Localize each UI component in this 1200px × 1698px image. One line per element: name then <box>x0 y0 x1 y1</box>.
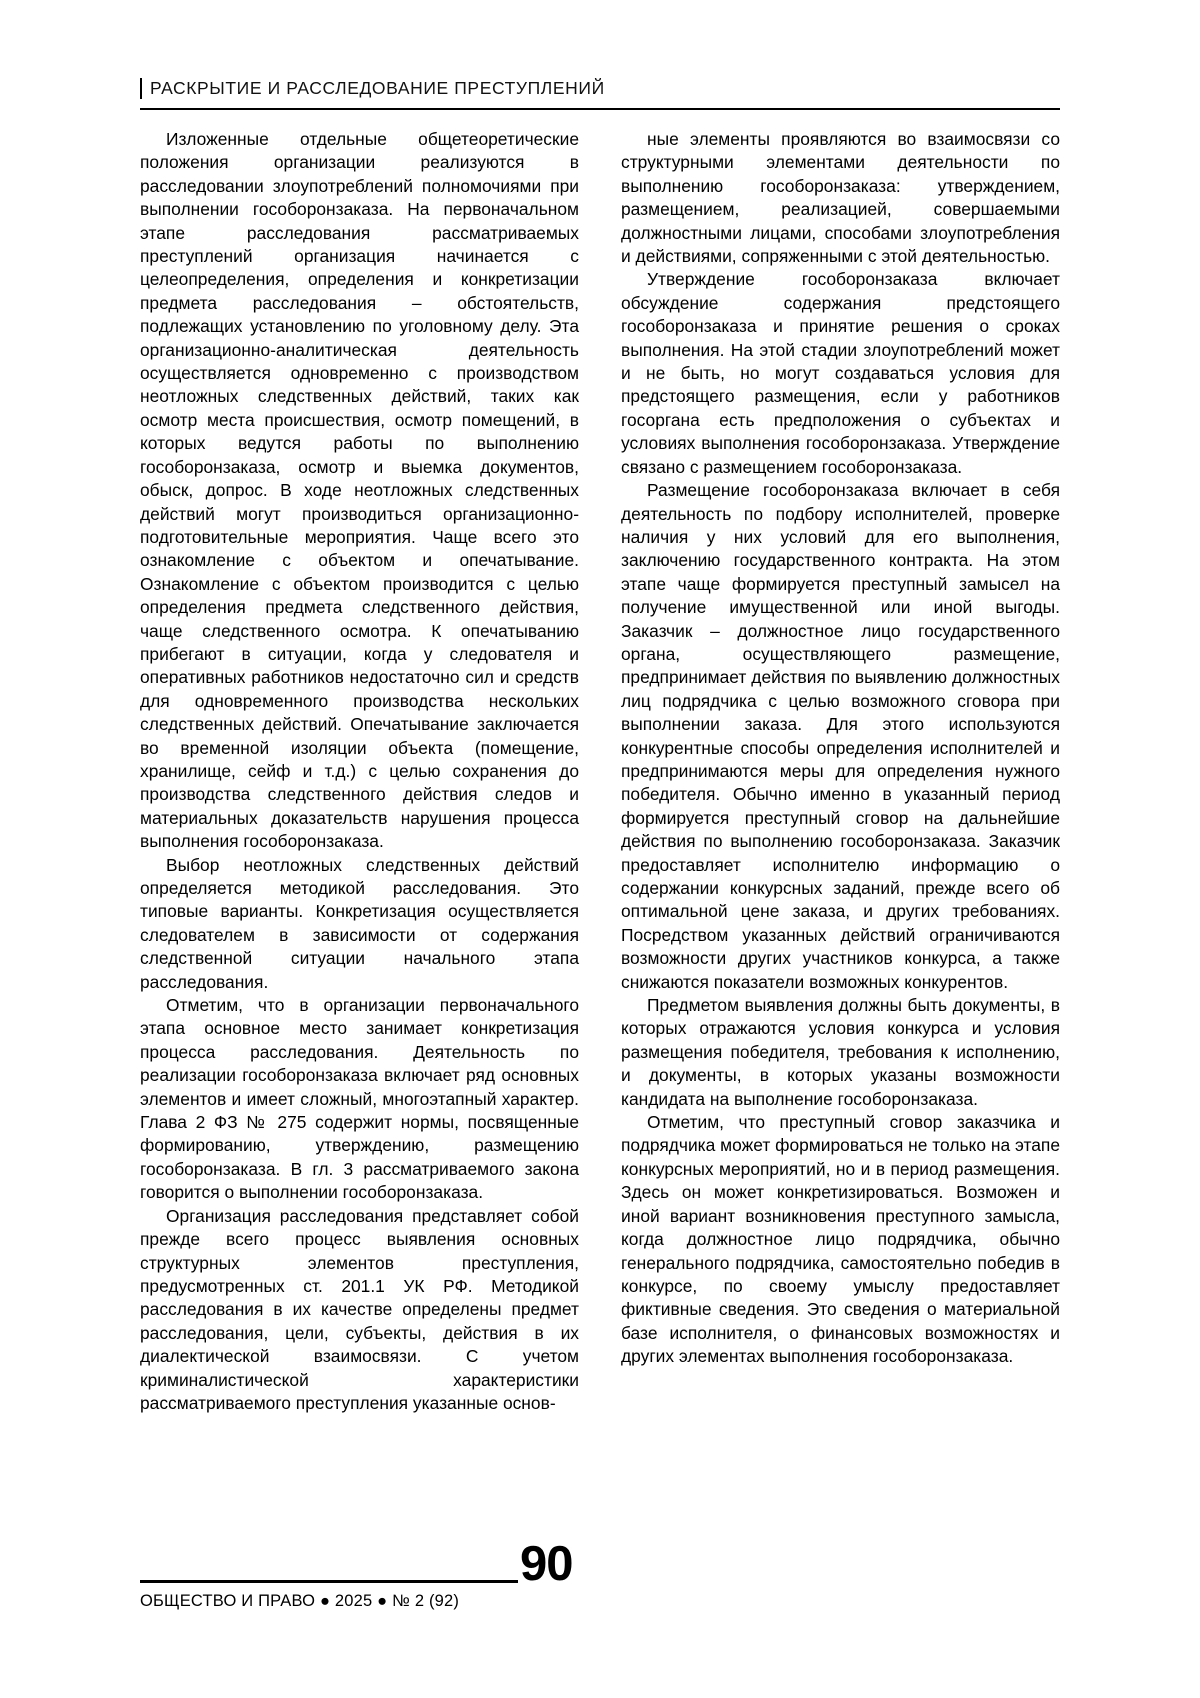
running-head: РАСКРЫТИЕ И РАССЛЕДОВАНИЕ ПРЕСТУПЛЕНИЙ <box>140 78 1070 99</box>
column-right <box>621 128 1060 1418</box>
paragraph: Отметим, что преступный сговор заказчика и подрядчика может формироваться не только на этапе конкурсных мероприятий, но и в период размещения. Здесь он может конкретизироваться. Возможен и иной вариант возникновения преступного замысла, когда должностное лицо подрядчика, обычно генерального подрядчика, самостоятельно победив в конкурсе, по своему умыслу предоставляет фиктивные сведения. Это сведения о материальной базе исполнителя, о финансовых возможностях и других элементах выполнения гособоронзаказа. <box>621 1112 1060 1367</box>
article-body <box>140 128 1060 1418</box>
header-divider <box>140 108 1060 110</box>
paragraph: Организация расследования представляет собой прежде всего процесс выявления основных структурных элементов преступления, предусмотренных ст. 201.1 УК РФ. Методикой расследования в их качестве определены предмет расследования, цели, субъекты, действия в их диалектической взаимосвязи. С учетом криминалистической характеристики рассматриваемого преступления указанные основ- <box>140 1205 579 1413</box>
column-left <box>140 128 579 1418</box>
paragraph: Предметом выявления должны быть документы, в которых отражаются условия конкурса и условия размещения победителя, требования к исполнению, и документы, в которых указаны возможности кандидата на выполнение гособоронзаказа. <box>621 995 1060 1109</box>
page-number: 90 <box>520 1537 573 1591</box>
footer-divider <box>140 1580 518 1583</box>
paragraph: ные элементы проявляются во взаимосвязи со структурными элементами деятельности по выполнению гособоронзаказа: утверждением, размещением, реализацией, совершаемыми должностными лицами, способами злоупотребления и действиями, сопряженными с этой деятельностью. <box>621 129 1060 267</box>
paragraph: Изложенные отдельные общетеоретические положения организации реализуются в расследовании злоупотреблений полномочиями при выполнении гособоронзаказа. На первоначальном этапе расследования рассматриваемых преступлений организация начинается с целеопределения, определения и конкретизации предмета расследования – обстоятельств, подлежащих установлению по уголовному делу. Эта организационно-аналитическая деятельность осуществляется одновременно с производством неотложных следственных действий, таких как осмотр места происшествия, осмотр помещений, в которых ведутся работы по выполнению гособоронзаказа, осмотр и выемка документов, обыск, допрос. В ходе неотложных следственных действий могут производиться организационно-подготовительные мероприятия. Чаще всего это ознакомление с объектом и опечатывание. Ознакомление с объектом производится с целью определения предмета следственного действия, чаще следственного осмотра. К опечатыванию прибегают в ситуации, когда у следователя и оперативных работников недостаточно сил и средств для одновременного производства нескольких следственных действий. Опечатывание заключается во временной изоляции объекта (помещение, хранилище, сейф и т.д.) с целью сохранения до производства следственного действия следов и материальных доказательств нарушения процесса выполнения гособоронзаказа. <box>140 129 579 852</box>
paragraph: Выбор неотложных следственных действий определяется методикой расследования. Это типовые варианты. Конкретизация осуществляется следователем в зависимости от содержания следственной ситуации начального этапа расследования. <box>140 854 579 992</box>
journal-imprint: ОБЩЕСТВО И ПРАВО ● 2025 ● № 2 (92) <box>140 1592 460 1610</box>
paragraph: Отметим, что в организации первоначального этапа основное место занимает конкретизация процесса расследования. Деятельность по реализации гособоронзаказа включает ряд основных элементов и имеет сложный, многоэтапный характер. Глава 2 ФЗ № 275 содержит нормы, посвященные формированию, утверждению, размещению гособоронзаказа. В гл. 3 рассматриваемого закона говорится о выполнении гособоронзаказа. <box>140 995 579 1203</box>
paragraph: Размещение гособоронзаказа включает в себя деятельность по подбору исполнителей, проверке наличия у них условий для его выполнения, заключению государственного контракта. На этом этапе чаще формируется преступный замысел на получение имущественной или иной выгоды. Заказчик – должностное лицо государственного органа, осуществляющего размещение, предпринимает действия по выявлению должностных лиц подрядчика с целью возможного сговора при выполнении заказа. Для этого используются конкурентные способы определения исполнителей и предпринимаются меры для определения нужного победителя. Обычно именно в указанный период формируется преступный сговор на дальнейшие действия по выполнению гособоронзаказа. Заказчик предоставляет исполнителю информацию о содержании конкурсных заданий, прежде всего об оптимальной цене заказа, и других требованиях. Посредством указанных действий ограничиваются возможности других участников конкурса, а также снижаются показатели возможных конкурентов. <box>621 480 1060 992</box>
paragraph: Утверждение гособоронзаказа включает обсуждение содержания предстоящего гособоронзаказа и принятие решения о сроках выполнения. На этой стадии злоупотреблений может и не быть, но могут создаваться условия для предстоящего размещения, если у работников госоргана есть предположения о субъектах и условиях выполнения гособоронзаказа. Утверждение связано с размещением гособоронзаказа. <box>621 269 1060 477</box>
